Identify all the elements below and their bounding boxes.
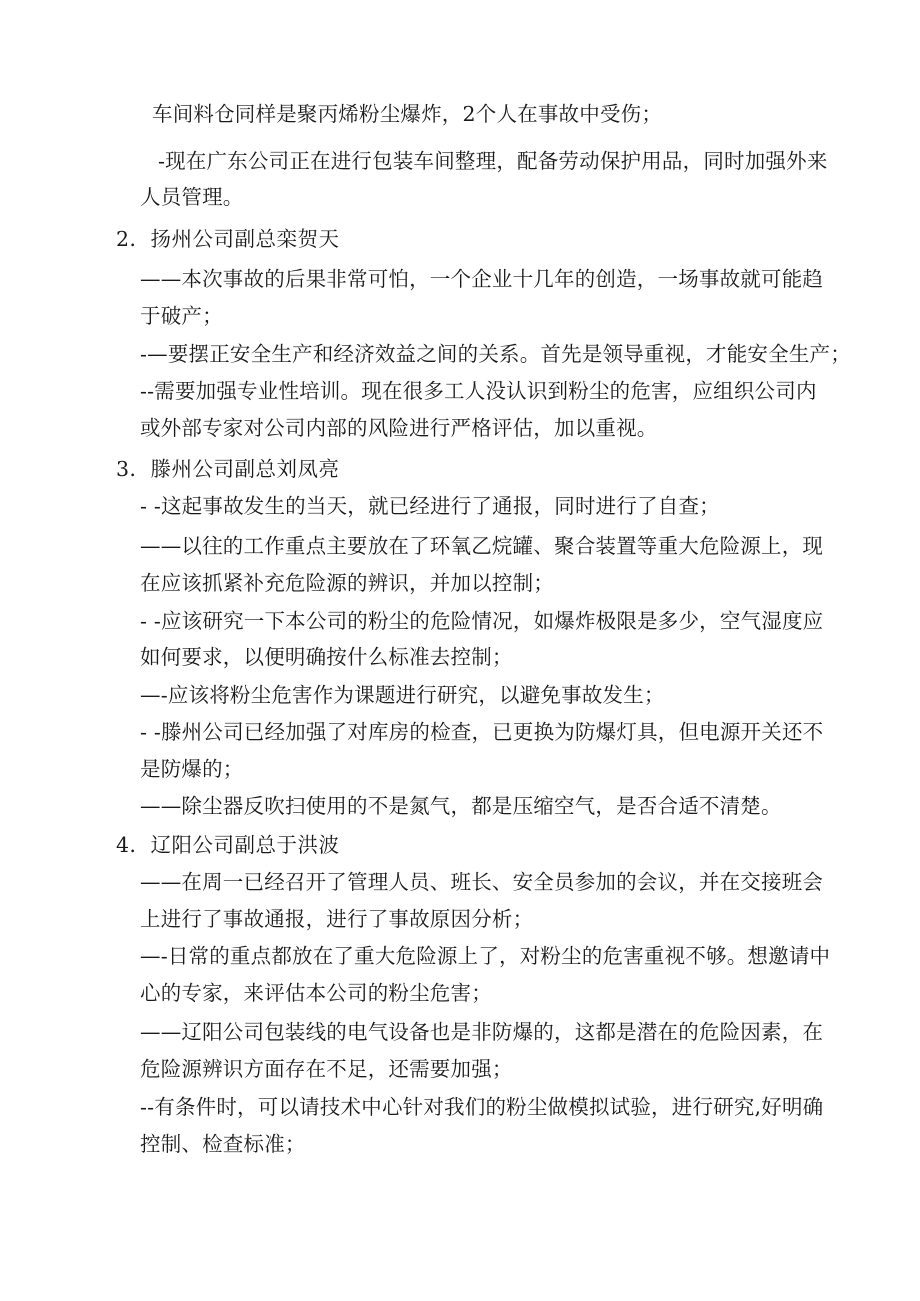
text-line: ——除尘器反吹扫使用的不是氮气，都是压缩空气，是否合适不清楚。: [140, 794, 782, 818]
text-line: ——辽阳公司包装线的电气设备也是非防爆的，这都是潜在的危险因素，在: [140, 1020, 824, 1044]
text-line: 人员管理。: [140, 185, 244, 209]
text-line: 危险源辨识方面存在不足，还需要加强；: [140, 1057, 513, 1081]
text-line: - -滕州公司已经加强了对库房的检查，已更换为防爆灯具，但电源开关还不: [140, 720, 824, 744]
text-line: 于破产；: [140, 304, 223, 328]
text-line: 在应该抓紧补充危险源的辨识，并加以控制；: [140, 571, 554, 595]
text-line: -—要摆正安全生产和经济效益之间的关系。首先是领导重视，才能安全生产；: [140, 342, 851, 366]
text-line: ——本次事故的后果非常可怕，一个企业十几年的创造，一场事故就可能趋: [140, 267, 824, 291]
text-line: ——以往的工作重点主要放在了环氧乙烷罐、聚合装置等重大危险源上，现: [140, 534, 824, 558]
text-line: 是防爆的；: [140, 757, 244, 781]
section-heading-tengzhou: 3．滕州公司副总刘凤亮: [116, 457, 340, 481]
text-line: --有条件时，可以请技术中心针对我们的粉尘做模拟试验，进行研究,好明确: [140, 1095, 824, 1119]
text-line: 控制、检查标准；: [140, 1132, 306, 1156]
text-line: --需要加强专业性培训。现在很多工人没认识到粉尘的危害，应组织公司内: [140, 379, 817, 403]
text-line: - -这起事故发生的当天，就已经进行了通报，同时进行了自查；: [140, 494, 720, 518]
text-line: 上进行了事故通报，进行了事故原因分析；: [140, 907, 534, 931]
text-line: 如何要求，以便明确按什么标准去控制；: [140, 645, 513, 669]
text-line: —-日常的重点都放在了重大危险源上了，对粉尘的危害重视不够。想邀请中: [140, 944, 831, 968]
text-line: 心的专家，来评估本公司的粉尘危害；: [140, 981, 492, 1005]
text-line: - -应该研究一下本公司的粉尘的危险情况，如爆炸极限是多少，空气湿度应: [140, 609, 824, 633]
section-heading-yangzhou: 2．扬州公司副总栾贺天: [116, 227, 340, 251]
text-line: -现在广东公司正在进行包装车间整理，配备劳动保护用品，同时加强外来: [158, 149, 828, 173]
text-line: ——在周一已经召开了管理人员、班长、安全员参加的会议，并在交接班会: [140, 870, 824, 894]
text-line: 车间料仓同样是聚丙烯粉尘爆炸，2个人在事故中受伤；: [152, 102, 663, 126]
text-line: 或外部专家对公司内部的风险进行严格评估，加以重视。: [140, 416, 658, 440]
text-line: —-应该将粉尘危害作为课题进行研究，以避免事故发生；: [140, 683, 665, 707]
section-heading-liaoyang: 4．辽阳公司副总于洪波: [116, 833, 340, 857]
